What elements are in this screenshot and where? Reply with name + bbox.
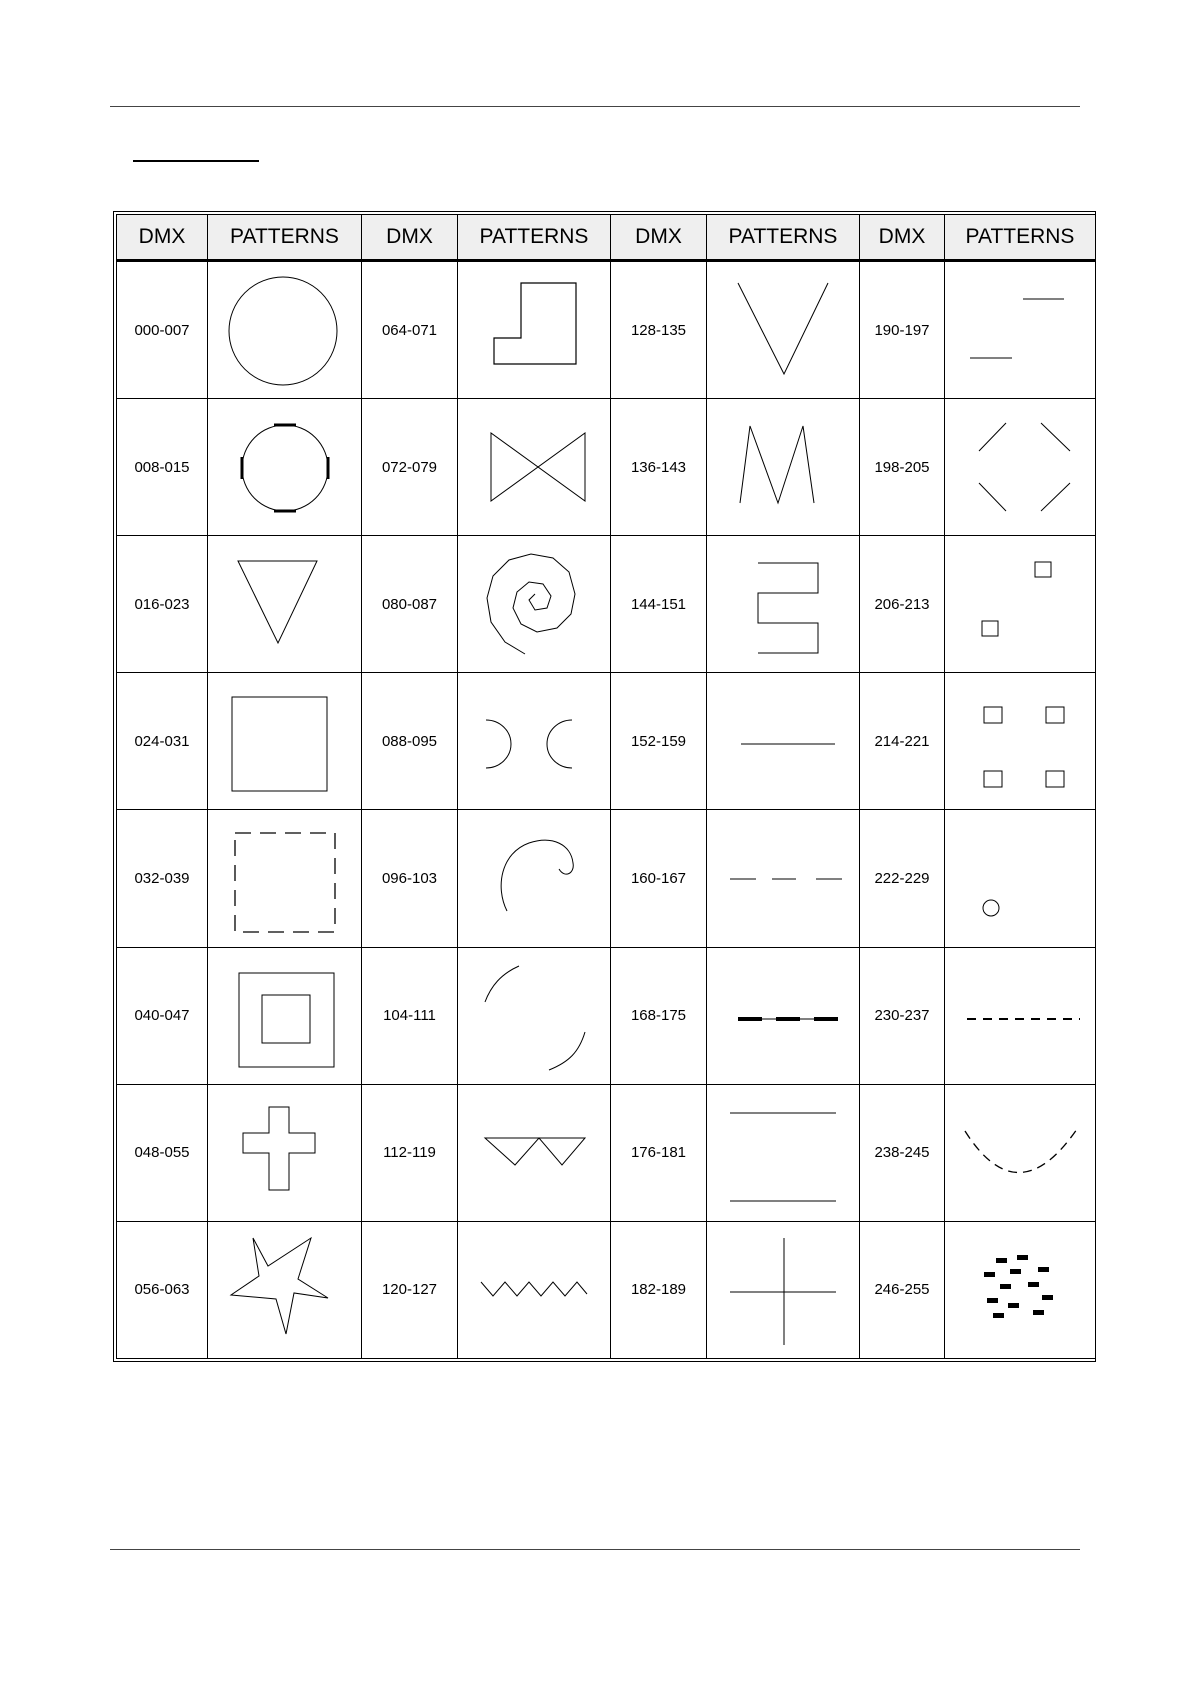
- pattern-cell: [707, 947, 860, 1084]
- table-row: [117, 810, 1096, 947]
- small-circle-pattern-icon: [946, 813, 1094, 945]
- dmx-range: 120-127: [362, 1221, 458, 1358]
- two-arcs-pattern-icon: [459, 950, 609, 1082]
- dmx-range: 000-007: [117, 261, 208, 399]
- pattern-cell: [458, 947, 611, 1084]
- dmx-range: 088-095: [362, 673, 458, 810]
- table-row: [117, 673, 1096, 810]
- pattern-cell: [945, 1084, 1096, 1221]
- header-patterns: PATTERNS: [945, 215, 1096, 261]
- nested-squares-pattern-icon: [210, 950, 360, 1082]
- table-row: [117, 1084, 1096, 1221]
- pattern-cell: [208, 810, 362, 947]
- dmx-range: 096-103: [362, 810, 458, 947]
- facing-arcs-pattern-icon: [459, 675, 609, 807]
- bowtie-pattern-icon: [459, 401, 609, 533]
- two-small-squares-pattern-icon: [946, 538, 1094, 670]
- pattern-cell: [707, 261, 860, 399]
- pattern-cell: [458, 673, 611, 810]
- pattern-cell: [707, 673, 860, 810]
- dmx-pattern-table-frame: [113, 211, 1096, 1362]
- pattern-cell: [945, 673, 1096, 810]
- dmx-range: 160-167: [611, 810, 707, 947]
- table-row: [117, 947, 1096, 1084]
- bold-dash-line-pattern-icon: [708, 950, 858, 1082]
- dashed-arc-pattern-icon: [946, 1087, 1094, 1219]
- circle-pattern-icon: [210, 264, 360, 396]
- plus-lines-pattern-icon: [708, 1224, 858, 1356]
- pattern-cell: [707, 536, 860, 673]
- header-dmx: DMX: [860, 215, 945, 261]
- dmx-range: 176-181: [611, 1084, 707, 1221]
- scattered-dashes-pattern-icon: [946, 1224, 1094, 1356]
- table-row: [117, 261, 1096, 399]
- dmx-range: 064-071: [362, 261, 458, 399]
- star-pattern-icon: [210, 1224, 360, 1356]
- four-small-squares-pattern-icon: [946, 675, 1094, 807]
- l-shape-pattern-icon: [459, 264, 609, 396]
- pattern-cell: [208, 673, 362, 810]
- pattern-cell: [208, 1221, 362, 1358]
- dmx-range: 008-015: [117, 399, 208, 536]
- two-offset-dashes-pattern-icon: [946, 264, 1094, 396]
- header-dmx: DMX: [362, 215, 458, 261]
- inverted-triangle-pattern-icon: [210, 538, 360, 670]
- dmx-range: 198-205: [860, 399, 945, 536]
- header-patterns: PATTERNS: [208, 215, 362, 261]
- dashed-square-pattern-icon: [210, 813, 360, 945]
- pattern-cell: [707, 399, 860, 536]
- dmx-range: 152-159: [611, 673, 707, 810]
- dmx-range: 222-229: [860, 810, 945, 947]
- three-dashes-pattern-icon: [708, 813, 858, 945]
- dmx-range: 104-111: [362, 947, 458, 1084]
- header-patterns: PATTERNS: [707, 215, 860, 261]
- dmx-range: 056-063: [117, 1221, 208, 1358]
- pattern-cell: [945, 536, 1096, 673]
- dmx-range: 214-221: [860, 673, 945, 810]
- v-shape-pattern-icon: [708, 264, 858, 396]
- pattern-cell: [208, 947, 362, 1084]
- dmx-range: 136-143: [611, 399, 707, 536]
- dmx-range: 032-039: [117, 810, 208, 947]
- pattern-cell: [945, 947, 1096, 1084]
- two-horizontal-lines-pattern-icon: [708, 1087, 858, 1219]
- dmx-range: 190-197: [860, 261, 945, 399]
- dmx-range: 246-255: [860, 1221, 945, 1358]
- dmx-pattern-table: [116, 214, 1096, 1359]
- pattern-cell: [458, 261, 611, 399]
- pattern-cell: [458, 536, 611, 673]
- dmx-range: 182-189: [611, 1221, 707, 1358]
- table-row: [117, 1221, 1096, 1358]
- dmx-range: 206-213: [860, 536, 945, 673]
- pattern-cell: [208, 261, 362, 399]
- square-pattern-icon: [210, 675, 360, 807]
- dmx-range: 080-087: [362, 536, 458, 673]
- dmx-range: 168-175: [611, 947, 707, 1084]
- dmx-range: 040-047: [117, 947, 208, 1084]
- title-underline: [133, 160, 259, 162]
- dmx-range: 072-079: [362, 399, 458, 536]
- pattern-cell: [945, 1221, 1096, 1358]
- s-shape-pattern-icon: [708, 538, 858, 670]
- pattern-cell: [208, 536, 362, 673]
- header-patterns: PATTERNS: [458, 215, 611, 261]
- pattern-cell: [945, 261, 1096, 399]
- dashed-line-pattern-icon: [946, 950, 1094, 1082]
- dmx-range: 016-023: [117, 536, 208, 673]
- dmx-range: 128-135: [611, 261, 707, 399]
- dmx-range: 230-237: [860, 947, 945, 1084]
- pattern-cell: [707, 810, 860, 947]
- m-shape-pattern-icon: [708, 401, 858, 533]
- header-dmx: DMX: [611, 215, 707, 261]
- table-row: [117, 536, 1096, 673]
- dmx-range: 048-055: [117, 1084, 208, 1221]
- dmx-range: 144-151: [611, 536, 707, 673]
- curl-pattern-icon: [459, 813, 609, 945]
- circle-with-ticks-pattern-icon: [210, 401, 360, 533]
- zigzag-pattern-icon: [459, 1224, 609, 1356]
- table-row: [117, 399, 1096, 536]
- header-rule: [110, 106, 1080, 107]
- pattern-cell: [208, 399, 362, 536]
- polygonal-spiral-pattern-icon: [459, 538, 609, 670]
- pattern-cell: [945, 810, 1096, 947]
- header-dmx: DMX: [117, 215, 208, 261]
- pattern-cell: [707, 1221, 860, 1358]
- pattern-cell: [458, 399, 611, 536]
- broken-diamond-pattern-icon: [946, 401, 1094, 533]
- horizontal-line-pattern-icon: [708, 675, 858, 807]
- pattern-cell: [707, 1084, 860, 1221]
- footer-rule: [110, 1549, 1080, 1550]
- double-triangles-pattern-icon: [459, 1087, 609, 1219]
- pattern-cell: [458, 1221, 611, 1358]
- pattern-cell: [458, 1084, 611, 1221]
- dmx-range: 112-119: [362, 1084, 458, 1221]
- cross-pattern-icon: [210, 1087, 360, 1219]
- pattern-cell: [945, 399, 1096, 536]
- header-row: [117, 215, 1096, 261]
- pattern-cell: [208, 1084, 362, 1221]
- dmx-range: 024-031: [117, 673, 208, 810]
- pattern-cell: [458, 810, 611, 947]
- dmx-range: 238-245: [860, 1084, 945, 1221]
